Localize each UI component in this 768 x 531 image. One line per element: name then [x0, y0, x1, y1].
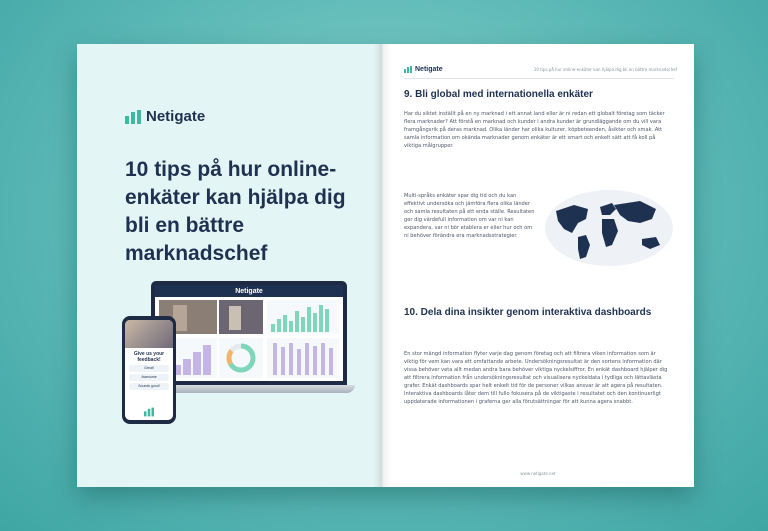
phone-option-3: Sounds good! [129, 383, 169, 390]
spine-shadow [374, 44, 392, 487]
brochure-spread [77, 44, 694, 487]
netigate-logo-icon [125, 110, 141, 124]
section-9-paragraph-2: Multi-språks enkäter spar dig tid och du kan effektivt undersöka och jämföra flera olika länder och samla resultaten på ett enda ställe. Resultaten ger dig värdefull information om var ni kan expandera, var ni bör etablera er eller hur och om ni behöver förändra era marknadsstrategier. [404, 193, 535, 239]
cover-page [77, 44, 382, 487]
content-page [382, 44, 694, 487]
page-brand-logo [404, 66, 443, 73]
dashboard-header [155, 285, 343, 297]
brand-logo [125, 108, 205, 125]
section-9-heading: 9. Bli global med internationella enkäter [404, 89, 593, 100]
footer-url[interactable]: www.netigate.net [520, 471, 556, 476]
netigate-logo-icon [404, 66, 412, 73]
page-brand-name: Netigate [415, 66, 443, 73]
phone-option-2: Awesome [129, 374, 169, 381]
section-10-paragraph: En stor mängd information flyter varje dag genom företag och att filtrera viken information som är viktig för vem kan vara ett omfattande arbete. Undersökningsresultat är den sortens information där vissa behöver veta allt medan andra bara behöver viktiga nyckelsiffror. En enkät dashboard hjälper dig att filtrera information från undersökningsresultat och visualisera nyckeldata i tydliga och lättavlästa grafer. Enkät dashboards spar helt enkelt tid för de personer vilkas ansvar är att agera på resultaten. Interaktiva dashboards låter dem till fullo fokusera på de viktigaste i resultatet och den kontinuerligt uppdaterade informationen i graferna ger alla förutsättningar för att kunna agera snabbt. [404, 351, 668, 405]
section-10-heading: 10. Dela dina insikter genom interaktiva dashboards [404, 307, 652, 318]
laptop-screen [151, 281, 347, 385]
cover-title: 10 tips på hur online-enkäter kan hjälpa dig bli en bättre marknadschef [125, 158, 346, 265]
world-map-icon [544, 189, 674, 267]
phone-mockup [122, 316, 176, 424]
header-divider [404, 78, 674, 79]
brand-name: Netigate [146, 108, 206, 125]
dashboard-brand: Netigate [235, 287, 263, 295]
netigate-logo-icon [144, 407, 154, 417]
running-header: 10 tips på hur online-enkäter kan hjälpa dig bli en bättre marknadschef [533, 67, 677, 72]
dashboard-graphics [155, 297, 343, 381]
phone-option-1: Great! [129, 365, 169, 372]
phone-question: Give us your feedback! [133, 351, 165, 363]
phone-photo [125, 320, 173, 348]
section-9-paragraph-1: Har du siktet inställt på en ny marknad i ett annat land eller är ni redan ett globalt företag som täcker flera marknader? Att förstå en marknad och kunder i andra kunder är grundläggande om du vill vara framgångsrik på deras marknad. Olika länder har olika kulturer, köpbeteenden, åsikter och smak. Att samla information om okända marknader genom enkäter är ett smart och enkelt sätt att få koll på viktiga målgrupper. [404, 111, 665, 149]
